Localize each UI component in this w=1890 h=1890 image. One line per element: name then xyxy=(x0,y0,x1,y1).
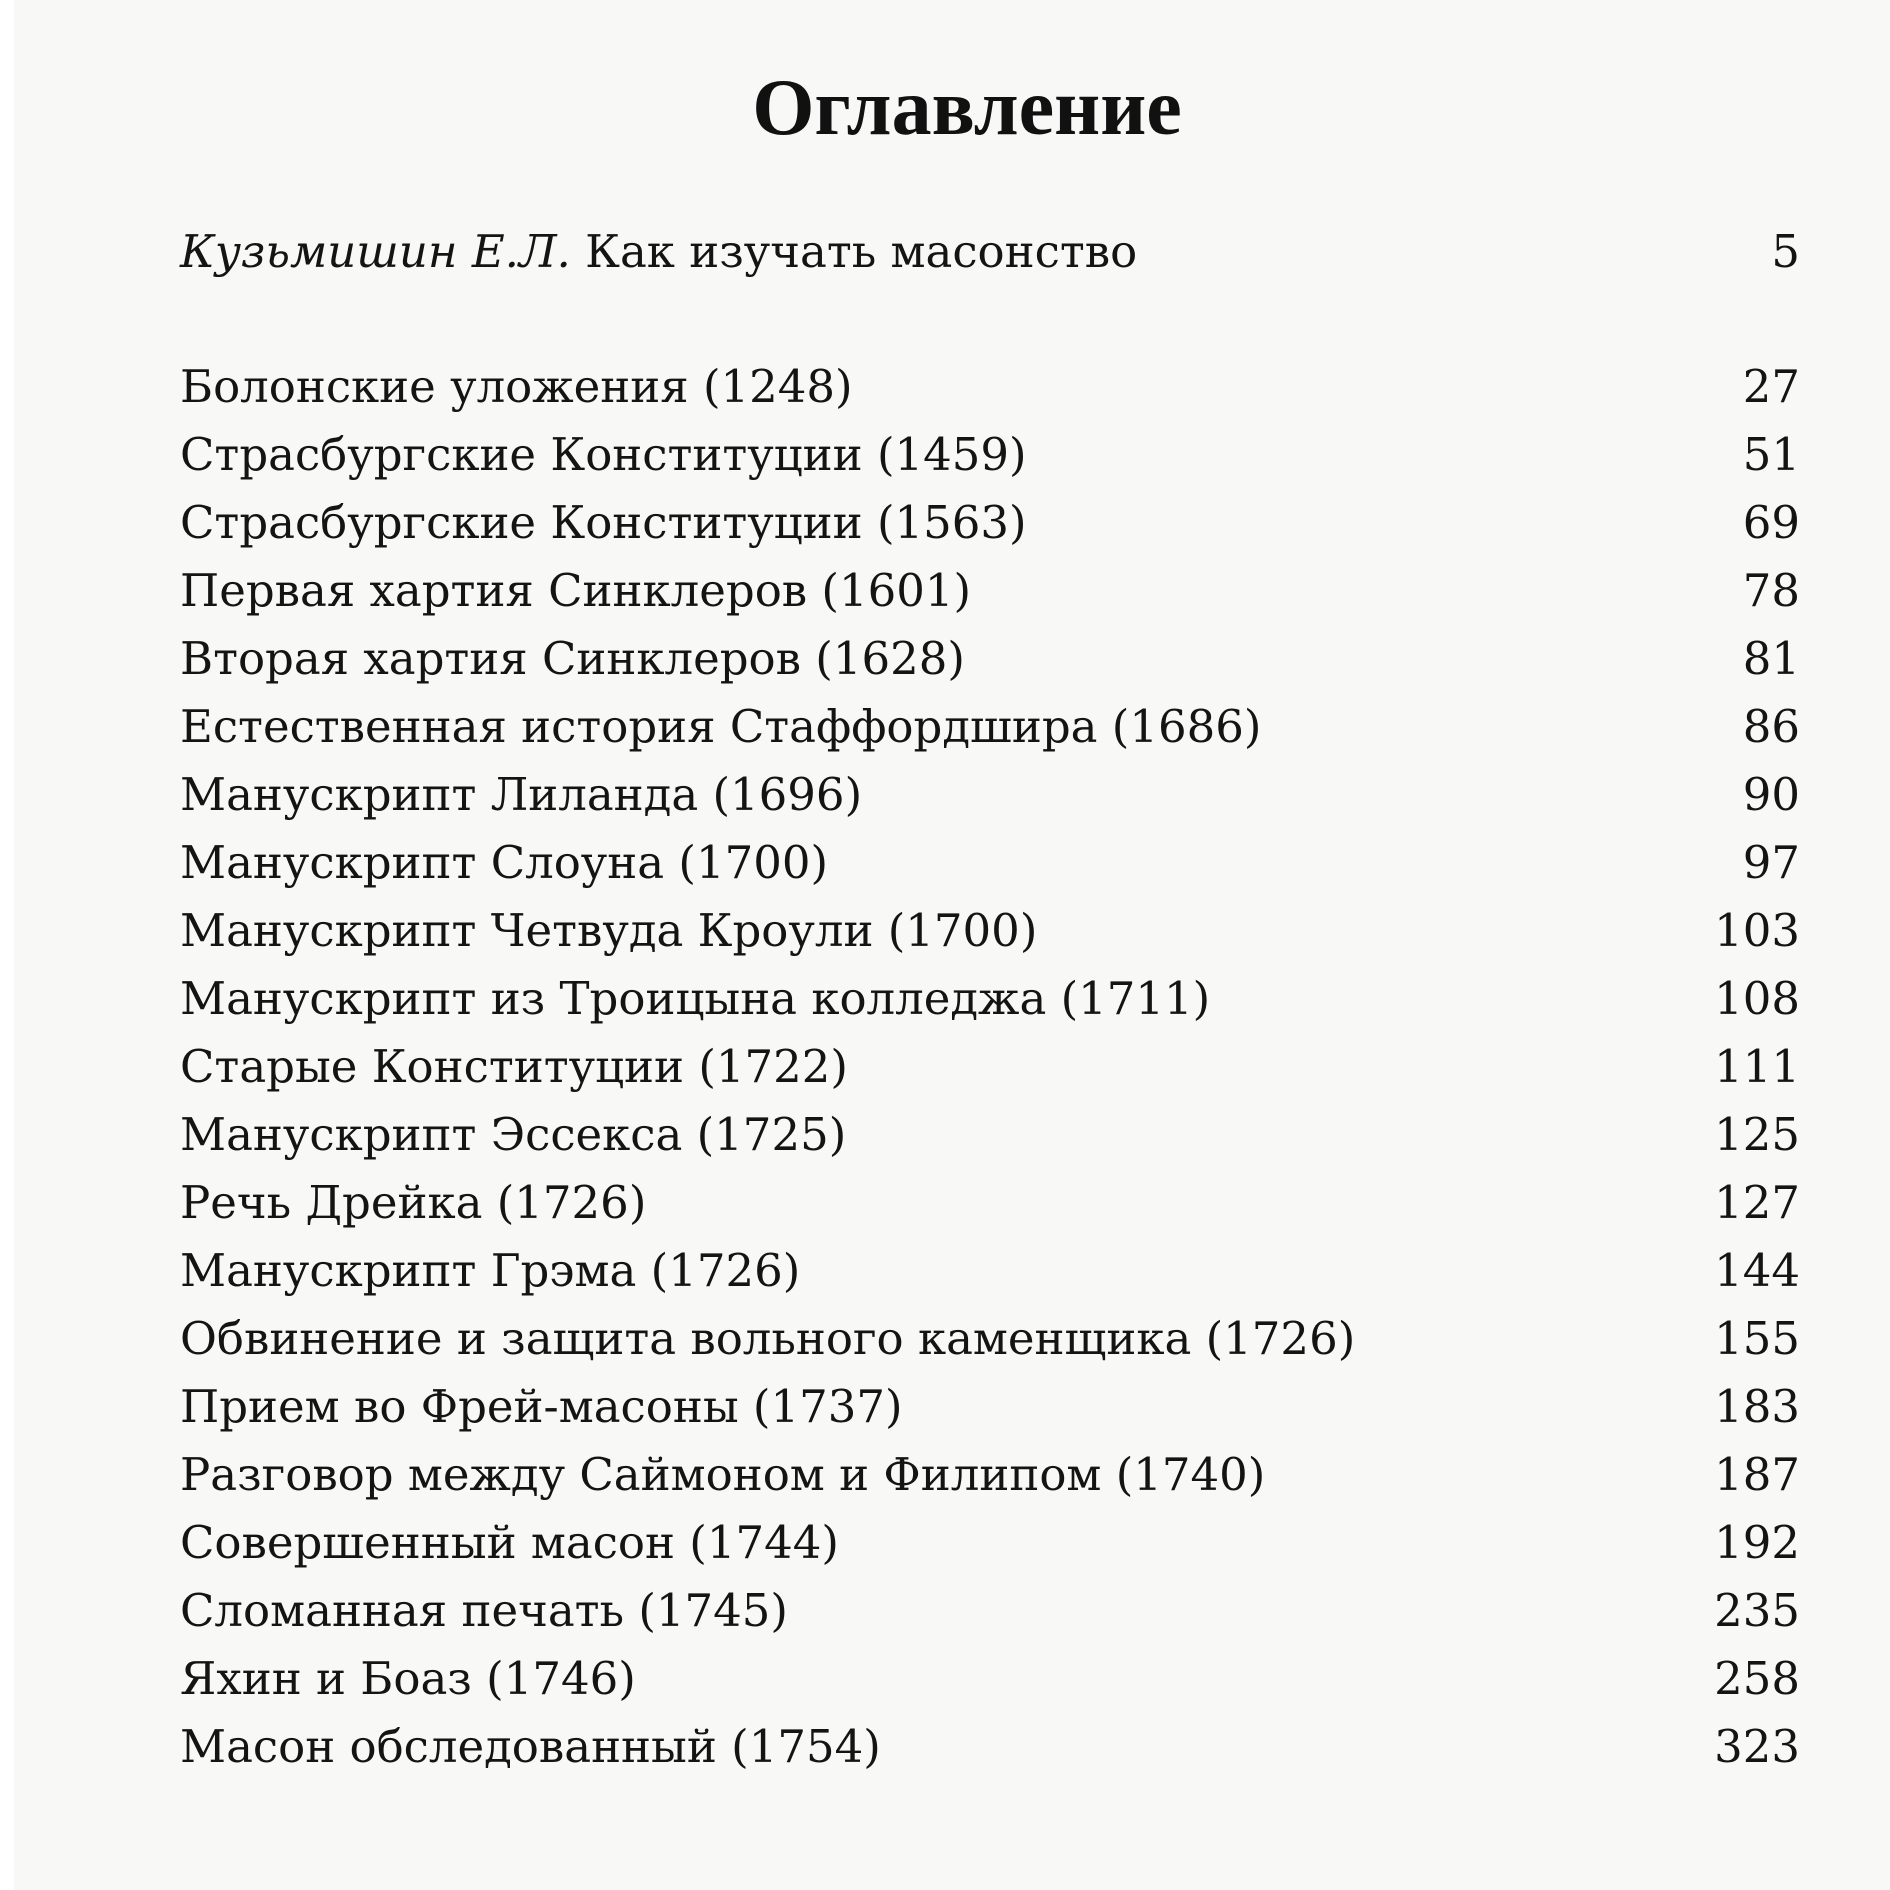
toc-entry-title: Манускрипт Лиланда (1696) xyxy=(180,768,863,821)
toc-entry-title: Болонские уложения (1248) xyxy=(180,360,853,413)
toc-entry xyxy=(180,561,1800,621)
toc-entry xyxy=(180,833,1800,893)
toc-entry-title: Естественная история Стаффордшира (1686) xyxy=(180,700,1262,753)
toc-entry xyxy=(180,1241,1800,1301)
toc-entry-page: 27 xyxy=(1742,360,1800,413)
toc-entry xyxy=(180,1513,1800,1573)
toc-entry xyxy=(180,1717,1800,1777)
toc-entry-page: 86 xyxy=(1742,700,1800,753)
toc-entry xyxy=(180,493,1800,553)
book-page xyxy=(14,0,1890,1890)
toc-entry xyxy=(180,1173,1800,1233)
toc-entry-page: 103 xyxy=(1714,904,1800,957)
toc-entry-title: Манускрипт Грэма (1726) xyxy=(180,1244,801,1297)
toc-entry-page: 258 xyxy=(1714,1652,1800,1705)
toc-entry-page: 183 xyxy=(1714,1380,1800,1433)
toc-entry-title: Совершенный масон (1744) xyxy=(180,1516,839,1569)
toc-entry xyxy=(180,425,1800,485)
toc-entry-title: Сломанная печать (1745) xyxy=(180,1584,788,1637)
toc-entry xyxy=(180,1377,1800,1437)
toc-entry-title: Первая хартия Синклеров (1601) xyxy=(180,564,972,617)
toc-entry xyxy=(180,629,1800,689)
toc-entry xyxy=(180,1105,1800,1165)
toc-intro-entry xyxy=(180,222,1800,282)
toc-entry xyxy=(180,1309,1800,1369)
toc-entry-page: 192 xyxy=(1714,1516,1800,1569)
toc-entry-page: 97 xyxy=(1742,836,1800,889)
toc-entry-page: 125 xyxy=(1714,1108,1800,1161)
toc-entry-page: 90 xyxy=(1742,768,1800,821)
toc-entry-title: Вторая хартия Синклеров (1628) xyxy=(180,632,965,685)
toc-entry-page: 111 xyxy=(1714,1040,1800,1093)
toc-entry-title: Манускрипт Слоуна (1700) xyxy=(180,836,829,889)
toc-entry-title: Манускрипт Эссекса (1725) xyxy=(180,1108,847,1161)
toc-entry-title: Прием во Фрей-масоны (1737) xyxy=(180,1380,903,1433)
toc-entry-page: 127 xyxy=(1714,1176,1800,1229)
toc-entry-title: Яхин и Боаз (1746) xyxy=(180,1652,636,1705)
toc-entry-title: Обвинение и защита вольного каменщика (1726) xyxy=(180,1312,1356,1365)
toc-entry-page: 187 xyxy=(1714,1448,1800,1501)
toc-entry-title: Манускрипт из Троицына колледжа (1711) xyxy=(180,972,1211,1025)
toc-intro-page: 5 xyxy=(1771,225,1800,278)
toc-entry-page: 323 xyxy=(1714,1720,1800,1773)
toc-entry xyxy=(180,901,1800,961)
toc-intro-author: Кузьмишин Е.Л. xyxy=(180,225,571,278)
toc-entry-page: 51 xyxy=(1742,428,1800,481)
toc-entry-title: Страсбургские Конституции (1563) xyxy=(180,496,1027,549)
toc-entry-page: 81 xyxy=(1742,632,1800,685)
toc-entry xyxy=(180,765,1800,825)
toc-entry xyxy=(180,1037,1800,1097)
toc-entry-title: Манускрипт Четвуда Кроули (1700) xyxy=(180,904,1038,957)
toc-entry-title: Речь Дрейка (1726) xyxy=(180,1176,647,1229)
toc-entry xyxy=(180,1649,1800,1709)
toc-entry-title: Страсбургские Конституции (1459) xyxy=(180,428,1027,481)
toc-entry-title: Старые Конституции (1722) xyxy=(180,1040,848,1093)
toc-intro-title: Как изучать масонство xyxy=(585,225,1138,278)
toc-entry-page: 69 xyxy=(1742,496,1800,549)
page-title: Оглавление xyxy=(752,64,1182,152)
toc-entry xyxy=(180,357,1800,417)
toc-entry xyxy=(180,697,1800,757)
toc-entry-title: Масон обследованный (1754) xyxy=(180,1720,881,1773)
toc-entry-page: 108 xyxy=(1714,972,1800,1025)
toc-entry xyxy=(180,969,1800,1029)
toc-entry-page: 78 xyxy=(1742,564,1800,617)
toc-entry xyxy=(180,1581,1800,1641)
toc-intro-label xyxy=(180,222,1137,282)
toc-entry-title: Разговор между Саймоном и Филипом (1740) xyxy=(180,1448,1266,1501)
toc-entry-page: 235 xyxy=(1714,1584,1800,1637)
toc-entry xyxy=(180,1445,1800,1505)
toc-entry-page: 155 xyxy=(1714,1312,1800,1365)
toc-entry-page: 144 xyxy=(1714,1244,1800,1297)
